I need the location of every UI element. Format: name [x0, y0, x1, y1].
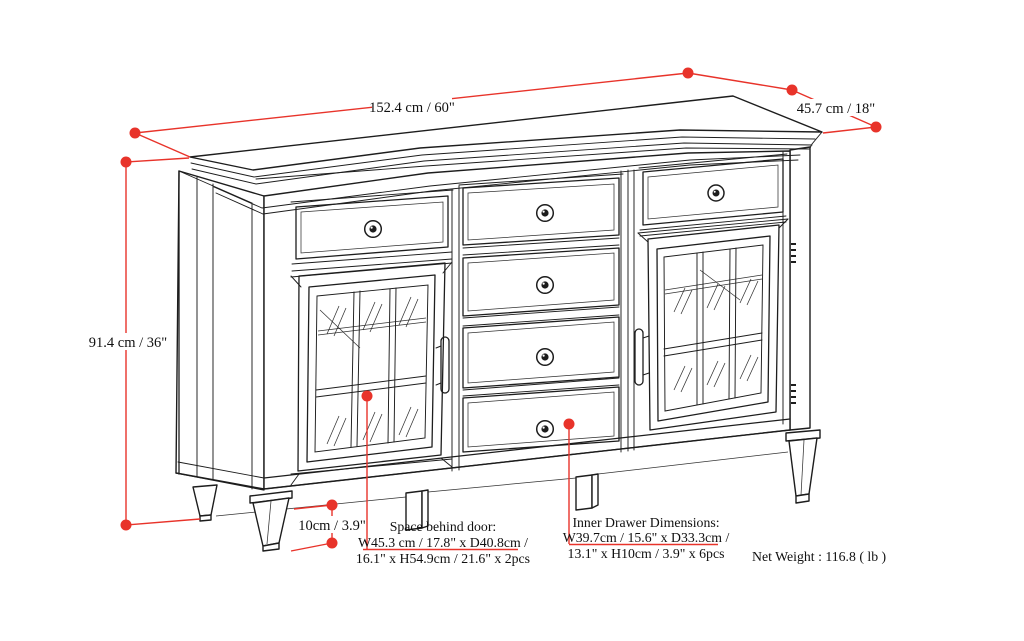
- height-dimension-label: 91.4 cm / 36": [88, 335, 168, 351]
- drawer-knob: [365, 221, 382, 238]
- space-behind-door-line1: W45.3 cm / 17.8" x D40.8cm /: [357, 535, 529, 550]
- drawer-knob: [537, 421, 554, 438]
- cabinet-left-side: [176, 171, 264, 490]
- space-behind-door-annotation: [356, 519, 530, 566]
- width-dimension-label: 152.4 cm / 60": [369, 100, 455, 116]
- drawer-knob: [537, 349, 554, 366]
- drawer-knob: [537, 277, 554, 294]
- front-left-leg: [250, 491, 292, 551]
- inner-drawer-line1: W39.7cm / 15.6" x D33.3cm /: [562, 530, 730, 545]
- back-left-leg: [193, 485, 217, 521]
- leg-height-dimension-label: 10cm / 3.9": [298, 518, 366, 534]
- drawer-knob: [708, 185, 724, 201]
- inner-drawer-annotation: [563, 515, 730, 561]
- depth-dimension-label: 45.7 cm / 18": [796, 101, 876, 117]
- cabinet-drawing: [176, 96, 822, 551]
- net-weight-label: Net Weight : 116.8 ( lb ): [752, 549, 887, 564]
- drawer-knob: [537, 205, 554, 222]
- front-right-leg: [786, 430, 820, 503]
- space-behind-door-title: Space behind door:: [389, 519, 497, 534]
- space-behind-door-line2: 16.1" x H54.9cm / 21.6" x 2pcs: [355, 551, 531, 566]
- inner-drawer-title: Inner Drawer Dimensions:: [572, 515, 720, 530]
- inner-drawer-line2: 13.1" x H10cm / 3.9" x 6pcs: [567, 546, 725, 561]
- middle-right-leg: [576, 474, 598, 510]
